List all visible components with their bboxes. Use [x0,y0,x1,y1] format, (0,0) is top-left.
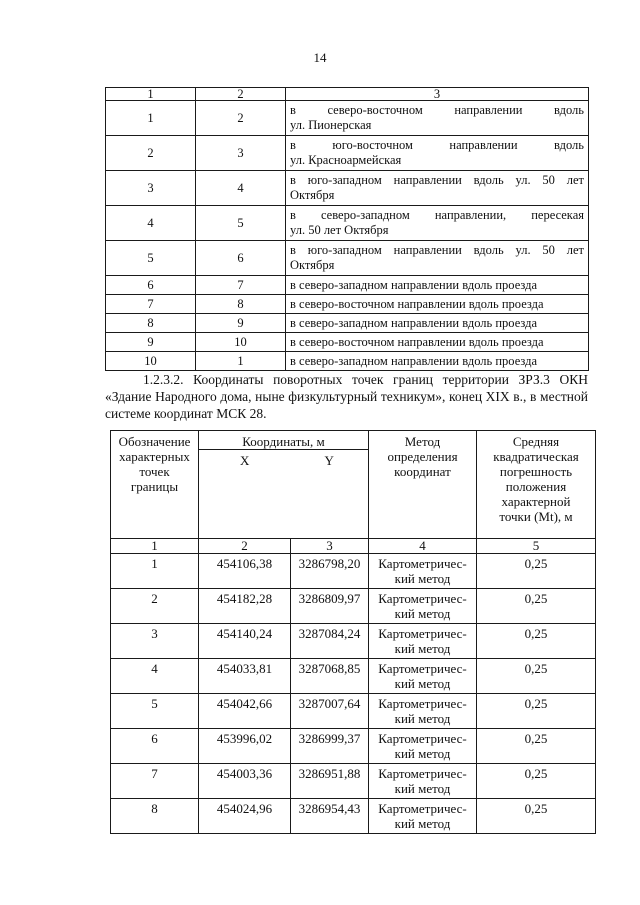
header-line: характерных [119,449,190,464]
mt-value: 0,25 [477,799,596,834]
table-row [111,799,596,834]
table-row [106,101,589,136]
header-line: точек [139,464,170,479]
column-number: 4 [369,539,477,554]
mt-value: 0,25 [477,729,596,764]
to-point: 10 [196,333,286,352]
mt-value: 0,25 [477,694,596,729]
direction-description: в северо-восточном направлении вдоль проезда [286,333,589,352]
description-line: в юго-западном направлении вдоль ул. 50 лет [290,173,584,187]
header-line: Метод [404,434,441,449]
to-point: 8 [196,295,286,314]
direction-description [286,136,589,171]
method [369,624,477,659]
method-line: Картометричес- [378,801,467,816]
table-row [111,554,596,589]
table-row [106,136,589,171]
y-coordinate: 3286999,37 [291,729,369,764]
method-line: кий метод [394,571,451,586]
column-number: 5 [477,539,596,554]
coordinates-header: Координаты, м [199,431,369,450]
from-point: 9 [106,333,196,352]
header-line: характерной [501,494,571,509]
description-line: в северо-западном направлении, пересекая [290,208,584,222]
method-line: кий метод [394,676,451,691]
from-point: 5 [106,241,196,276]
to-point: 4 [196,171,286,206]
point-id: 4 [111,659,199,694]
boundary-description-table [105,87,589,371]
header-cell: 3 [286,88,589,101]
table-row [106,352,589,371]
table-row [106,206,589,241]
error-header [477,431,596,539]
description-line: в юго-восточном направлении вдоль [290,138,584,152]
to-point: 9 [196,314,286,333]
y-header: Y [291,450,369,539]
column-number-row [111,539,596,554]
header-line: точки (Mt), м [499,509,573,524]
direction-description: в северо-западном направлении вдоль проезда [286,352,589,371]
direction-description: в северо-восточном направлении вдоль проезда [286,295,589,314]
method [369,589,477,624]
header-line: Средняя [512,434,560,449]
table-row [111,729,596,764]
method-line: кий метод [394,641,451,656]
direction-description [286,206,589,241]
header-line: погрешность [499,464,573,479]
x-header: X [199,450,291,539]
point-id: 6 [111,729,199,764]
column-number: 3 [291,539,369,554]
method [369,694,477,729]
from-point: 7 [106,295,196,314]
mt-value: 0,25 [477,624,596,659]
mt-value: 0,25 [477,589,596,624]
method [369,764,477,799]
x-coordinate: 454106,38 [199,554,291,589]
x-coordinate: 454024,96 [199,799,291,834]
table-row [106,314,589,333]
method-header [369,431,477,539]
header-line: положения [505,479,567,494]
to-point: 7 [196,276,286,295]
method [369,659,477,694]
point-id: 3 [111,624,199,659]
table-row [111,659,596,694]
method [369,554,477,589]
from-point: 10 [106,352,196,371]
method-line: Картометричес- [378,766,467,781]
method-line: Картометричес- [378,661,467,676]
header-cell: 2 [196,88,286,101]
header-cell: 1 [106,88,196,101]
point-id: 1 [111,554,199,589]
y-coordinate: 3287068,85 [291,659,369,694]
description-line: ул. Пионерская [290,118,372,132]
column-number: 1 [111,539,199,554]
point-id: 8 [111,799,199,834]
column-number: 2 [199,539,291,554]
method-line: кий метод [394,781,451,796]
method-line: Картометричес- [378,696,467,711]
to-point: 1 [196,352,286,371]
coordinates-table [110,430,596,834]
x-coordinate: 454042,66 [199,694,291,729]
x-coordinate: 454140,24 [199,624,291,659]
method [369,799,477,834]
section-paragraph: 1.2.3.2. Координаты поворотных точек границ территории ЗРЗ.3 ОКН «Здание Народного дома, ныне физкультурный техникум», конец XIX в., в местной системе координат МСК 28. [105,372,588,421]
table-header-row [106,88,589,101]
header-line: границы [130,479,179,494]
y-coordinate: 3286954,43 [291,799,369,834]
to-point: 5 [196,206,286,241]
table-row [106,171,589,206]
table-header-row [111,431,596,450]
point-id: 2 [111,589,199,624]
to-point: 2 [196,101,286,136]
header-line: определения [387,449,458,464]
header-line: Обозначение [118,434,191,449]
from-point: 3 [106,171,196,206]
description-line: ул. Красноармейская [290,153,402,167]
header-line: квадратическая [493,449,579,464]
method-line: кий метод [394,746,451,761]
point-id: 5 [111,694,199,729]
point-id: 7 [111,764,199,799]
to-point: 6 [196,241,286,276]
table-row [111,624,596,659]
method-line: Картометричес- [378,556,467,571]
page-number: 14 [313,50,327,65]
mt-value: 0,25 [477,554,596,589]
table-row [111,764,596,799]
description-line: Октября [290,188,335,202]
y-coordinate: 3286798,20 [291,554,369,589]
y-coordinate: 3287007,64 [291,694,369,729]
mt-value: 0,25 [477,659,596,694]
table-row [106,276,589,295]
method-line: Картометричес- [378,626,467,641]
method-line: Картометричес- [378,591,467,606]
y-coordinate: 3286809,97 [291,589,369,624]
x-coordinate: 454182,28 [199,589,291,624]
from-point: 8 [106,314,196,333]
from-point: 4 [106,206,196,241]
method-line: кий метод [394,816,451,831]
table-row [111,589,596,624]
method-line: кий метод [394,711,451,726]
direction-description [286,171,589,206]
table-row [111,694,596,729]
direction-description [286,101,589,136]
from-point: 6 [106,276,196,295]
table-row [106,241,589,276]
method-line: Картометричес- [378,731,467,746]
direction-description: в северо-западном направлении вдоль проезда [286,314,589,333]
point-header [111,431,199,539]
to-point: 3 [196,136,286,171]
y-coordinate: 3287084,24 [291,624,369,659]
description-line: в юго-западном направлении вдоль ул. 50 лет [290,243,584,257]
y-coordinate: 3286951,88 [291,764,369,799]
mt-value: 0,25 [477,764,596,799]
description-line: в северо-восточном направлении вдоль [290,103,584,117]
from-point: 1 [106,101,196,136]
direction-description: в северо-западном направлении вдоль проезда [286,276,589,295]
method [369,729,477,764]
description-line: ул. 50 лет Октября [290,223,389,237]
from-point: 2 [106,136,196,171]
description-line: Октября [290,258,335,272]
header-line: координат [394,464,451,479]
x-coordinate: 454033,81 [199,659,291,694]
x-coordinate: 453996,02 [199,729,291,764]
direction-description [286,241,589,276]
x-coordinate: 454003,36 [199,764,291,799]
table-row [106,333,589,352]
table-row [106,295,589,314]
method-line: кий метод [394,606,451,621]
